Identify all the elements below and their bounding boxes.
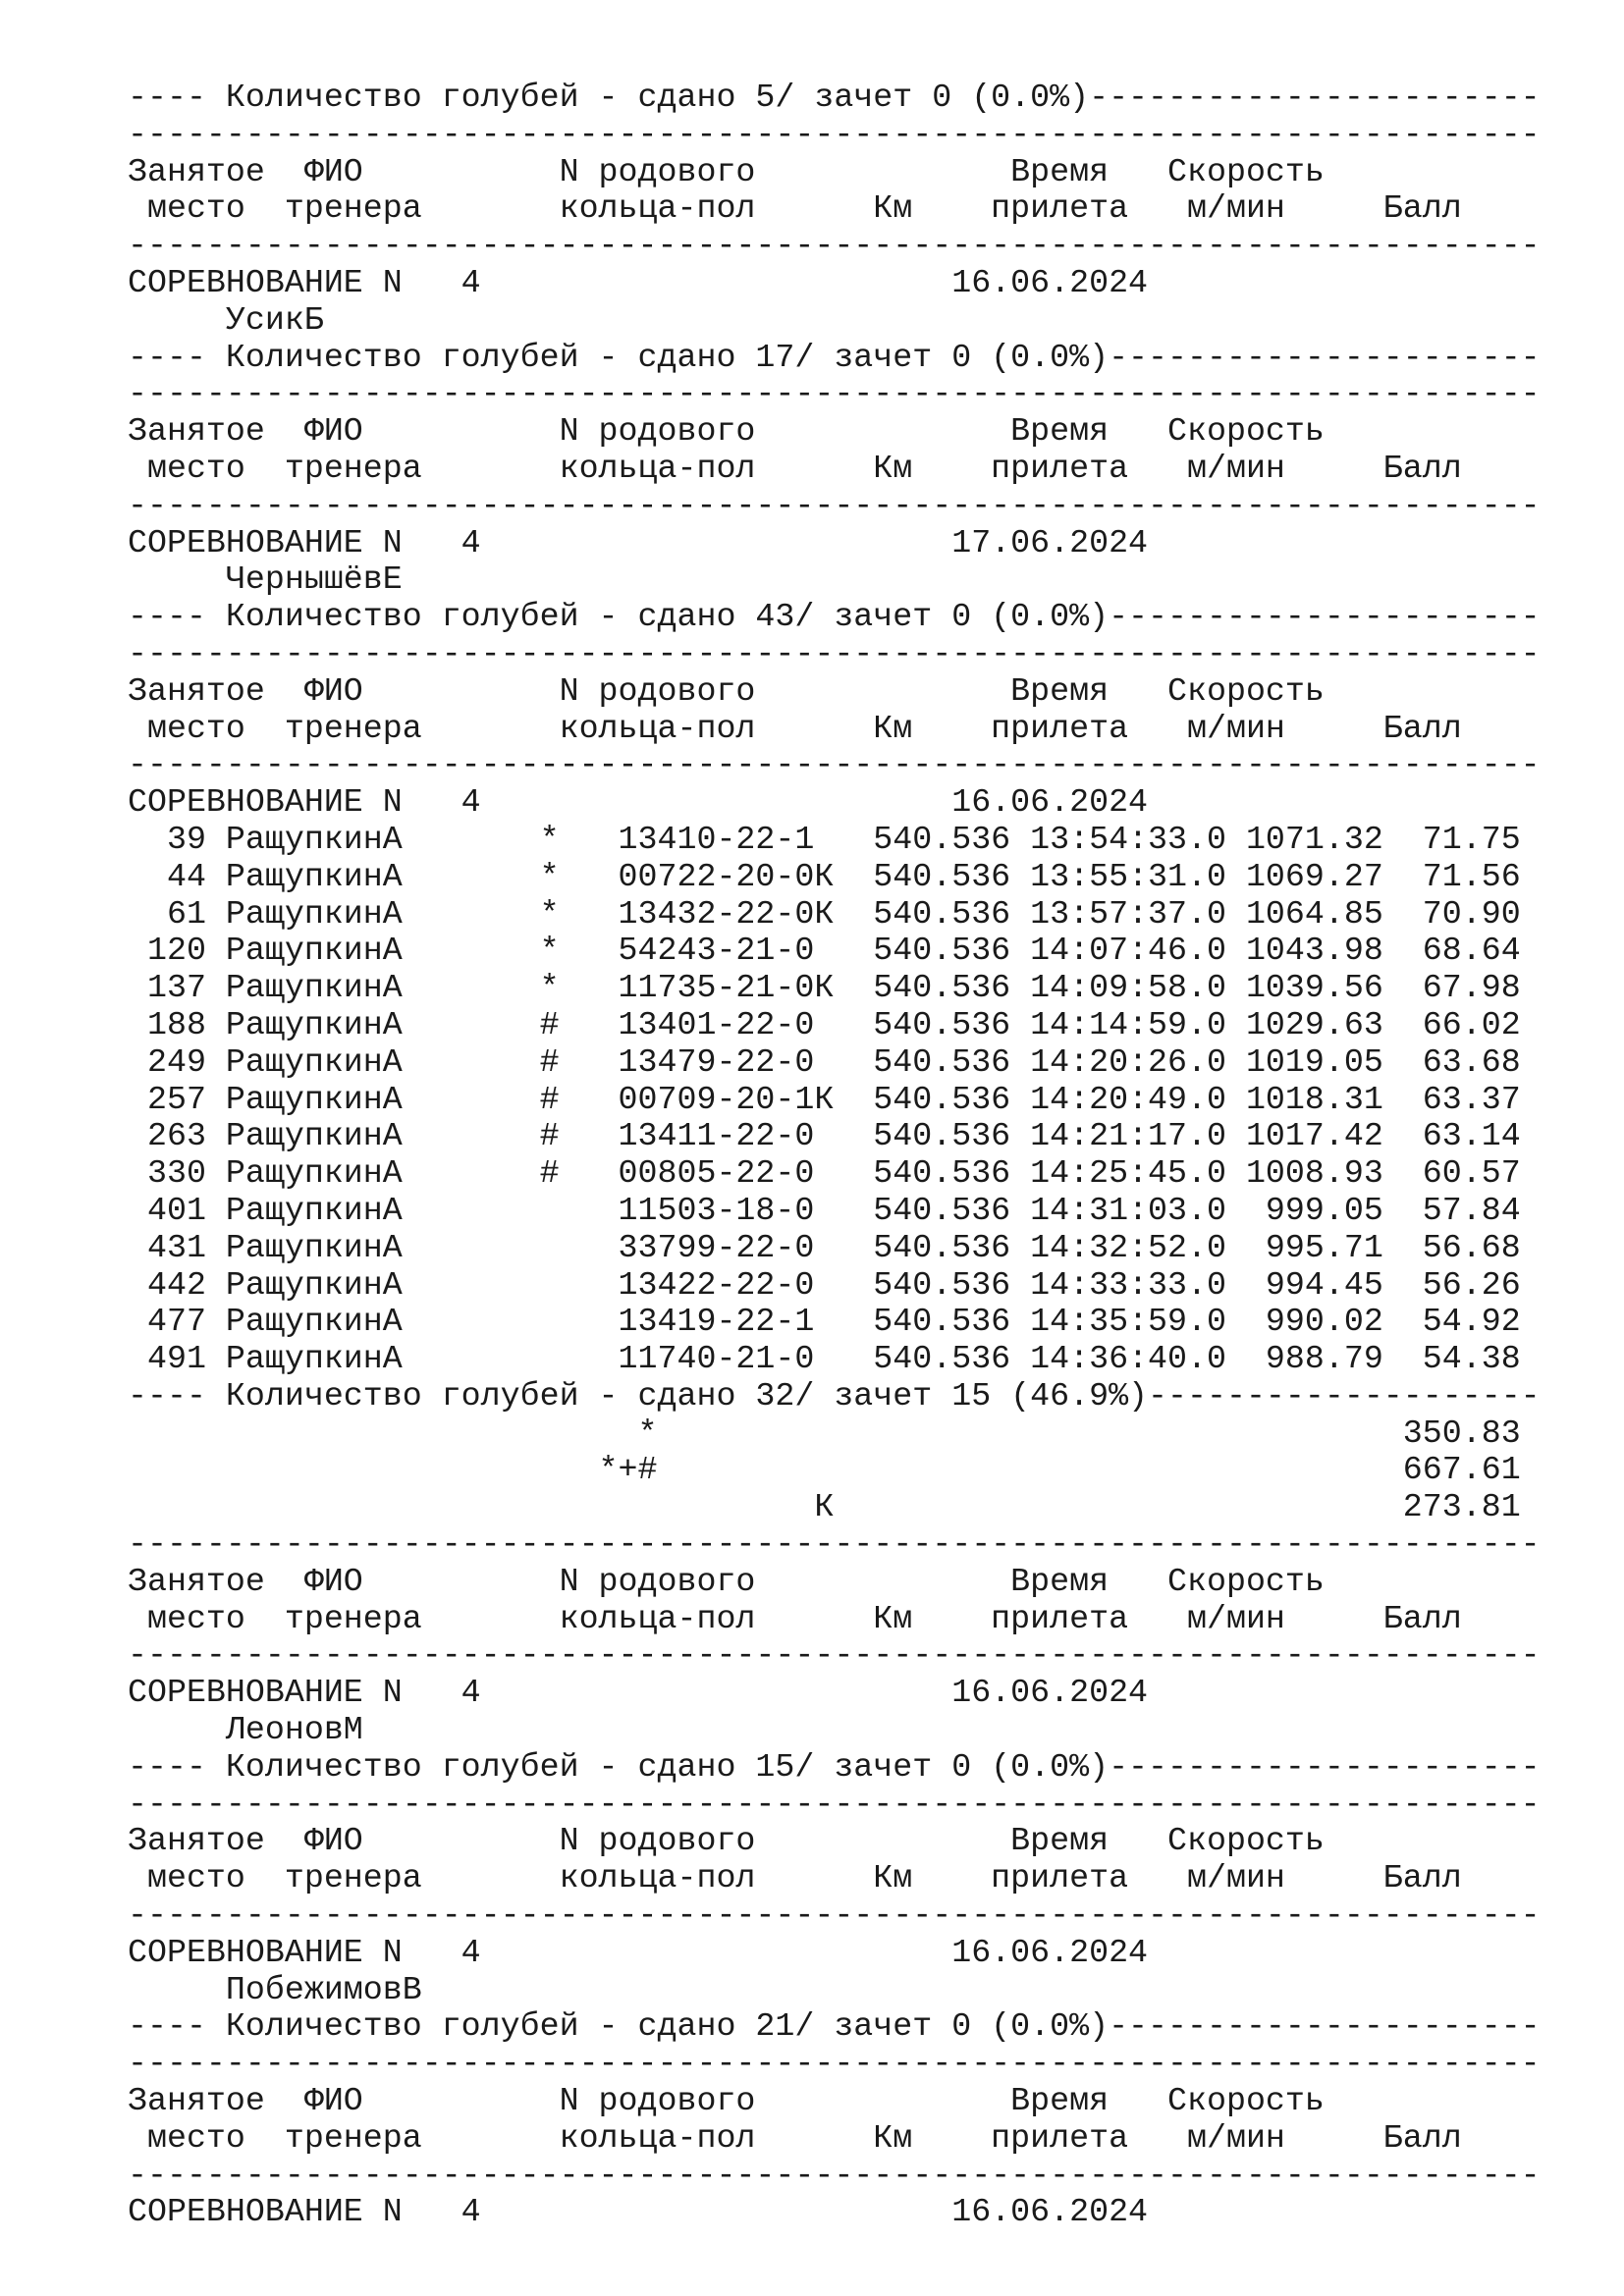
separator-line: ------------------------------------------------------------------------: [128, 746, 1541, 784]
separator-line: ------------------------------------------------------------------------: [128, 1636, 1541, 1675]
separator-line: ------------------------------------------------------------------------: [128, 227, 1541, 265]
column-header: место тренера кольца-пол Км прилета м/мин Балл: [128, 709, 1462, 747]
result-row: 188 РащупкинА # 13401-22-0 540.536 14:14:59.0 1029.63 66.02: [128, 1005, 1521, 1043]
pigeon-count-summary: ---- Количество голубей - сдано 43/ зачет 0 (0.0%)----------------------: [128, 598, 1541, 636]
result-row: 137 РащупкинА * 11735-21-0К 540.536 14:09:58.0 1039.56 67.98: [128, 969, 1521, 1007]
competition-header: СОРЕВНОВАНИЕ N 4 16.06.2024: [128, 263, 1149, 301]
competition-header: СОРЕВНОВАНИЕ N 4 16.06.2024: [128, 2193, 1149, 2231]
separator-line: ------------------------------------------------------------------------: [128, 1785, 1541, 1823]
points-total: * 350.83: [128, 1414, 1521, 1452]
column-header: место тренера кольца-пол Км прилета м/мин Балл: [128, 2118, 1462, 2157]
trainer-name: ПобежимовВ: [128, 1970, 422, 2008]
column-header: Занятое ФИО N родового Время Скорость: [128, 1822, 1325, 1860]
result-row: 44 РащупкинА * 00722-20-0К 540.536 13:55:31.0 1069.27 71.56: [128, 857, 1521, 895]
pigeon-count-summary: ---- Количество голубей - сдано 5/ зачет 0 (0.0%)-----------------------: [128, 79, 1541, 116]
competition-header: СОРЕВНОВАНИЕ N 4 16.06.2024: [128, 783, 1149, 822]
result-row: 257 РащупкинА # 00709-20-1К 540.536 14:20:49.0 1018.31 63.37: [128, 1080, 1521, 1118]
column-header: место тренера кольца-пол Км прилета м/мин Балл: [128, 449, 1462, 487]
points-total: К 273.81: [128, 1488, 1521, 1526]
result-row: 61 РащупкинА * 13432-22-0К 540.536 13:57:37.0 1064.85 70.90: [128, 894, 1521, 933]
trainer-name: ЛеоновМ: [128, 1711, 363, 1749]
competition-header: СОРЕВНОВАНИЕ N 4 16.06.2024: [128, 1933, 1149, 1971]
points-total: *+# 667.61: [128, 1451, 1521, 1489]
separator-line: ------------------------------------------------------------------------: [128, 486, 1541, 524]
result-row: 120 РащупкинА * 54243-21-0 540.536 14:07:46.0 1043.98 68.64: [128, 932, 1521, 970]
competition-header: СОРЕВНОВАНИЕ N 4 17.06.2024: [128, 523, 1149, 561]
column-header: место тренера кольца-пол Км прилета м/мин Балл: [128, 1859, 1462, 1897]
column-header: Занятое ФИО N родового Время Скорость: [128, 412, 1325, 451]
column-header: место тренера кольца-пол Км прилета м/мин Балл: [128, 1599, 1462, 1637]
pigeon-count-summary: ---- Количество голубей - сдано 17/ зачет 0 (0.0%)----------------------: [128, 338, 1541, 376]
pigeon-count-summary: ---- Количество голубей - сдано 21/ зачет 0 (0.0%)----------------------: [128, 2007, 1541, 2046]
separator-line: ------------------------------------------------------------------------: [128, 375, 1541, 413]
result-row: 491 РащупкинА 11740-21-0 540.536 14:36:40.0 988.79 54.38: [128, 1340, 1521, 1378]
separator-line: ------------------------------------------------------------------------: [128, 1525, 1541, 1564]
result-row: 263 РащупкинА # 13411-22-0 540.536 14:21:17.0 1017.42 63.14: [128, 1117, 1521, 1155]
column-header: Занятое ФИО N родового Время Скорость: [128, 152, 1325, 190]
separator-line: ------------------------------------------------------------------------: [128, 2156, 1541, 2194]
separator-line: ------------------------------------------------------------------------: [128, 115, 1541, 153]
trainer-name: УсикБ: [128, 300, 324, 339]
result-row: 39 РащупкинА * 13410-22-1 540.536 13:54:33.0 1071.32 71.75: [128, 820, 1521, 858]
separator-line: ------------------------------------------------------------------------: [128, 634, 1541, 672]
separator-line: ------------------------------------------------------------------------: [128, 1896, 1541, 1935]
competition-header: СОРЕВНОВАНИЕ N 4 16.06.2024: [128, 1674, 1149, 1712]
result-row: 401 РащупкинА 11503-18-0 540.536 14:31:03.0 999.05 57.84: [128, 1191, 1521, 1229]
result-row: 442 РащупкинА 13422-22-0 540.536 14:33:33.0 994.45 56.26: [128, 1265, 1521, 1304]
trainer-name: ЧернышёвЕ: [128, 561, 403, 599]
result-row: 249 РащупкинА # 13479-22-0 540.536 14:20:26.0 1019.05 63.68: [128, 1042, 1521, 1081]
pigeon-count-summary: ---- Количество голубей - сдано 15/ зачет 0 (0.0%)----------------------: [128, 1747, 1541, 1786]
column-header: Занятое ФИО N родового Время Скорость: [128, 671, 1325, 710]
result-row: 431 РащупкинА 33799-22-0 540.536 14:32:52.0 995.71 56.68: [128, 1228, 1521, 1266]
column-header: место тренера кольца-пол Км прилета м/мин Балл: [128, 189, 1462, 228]
separator-line: ------------------------------------------------------------------------: [128, 2045, 1541, 2083]
result-row: 477 РащупкинА 13419-22-1 540.536 14:35:59.0 990.02 54.92: [128, 1303, 1521, 1341]
column-header: Занятое ФИО N родового Время Скорость: [128, 2082, 1325, 2120]
result-row: 330 РащупкинА # 00805-22-0 540.536 14:25:45.0 1008.93 60.57: [128, 1154, 1521, 1193]
pigeon-count-summary: ---- Количество голубей - сдано 32/ зачет 15 (46.9%)--------------------: [128, 1376, 1541, 1415]
results-report: [128, 80, 1561, 2231]
column-header: Занятое ФИО N родового Время Скорость: [128, 1562, 1325, 1600]
